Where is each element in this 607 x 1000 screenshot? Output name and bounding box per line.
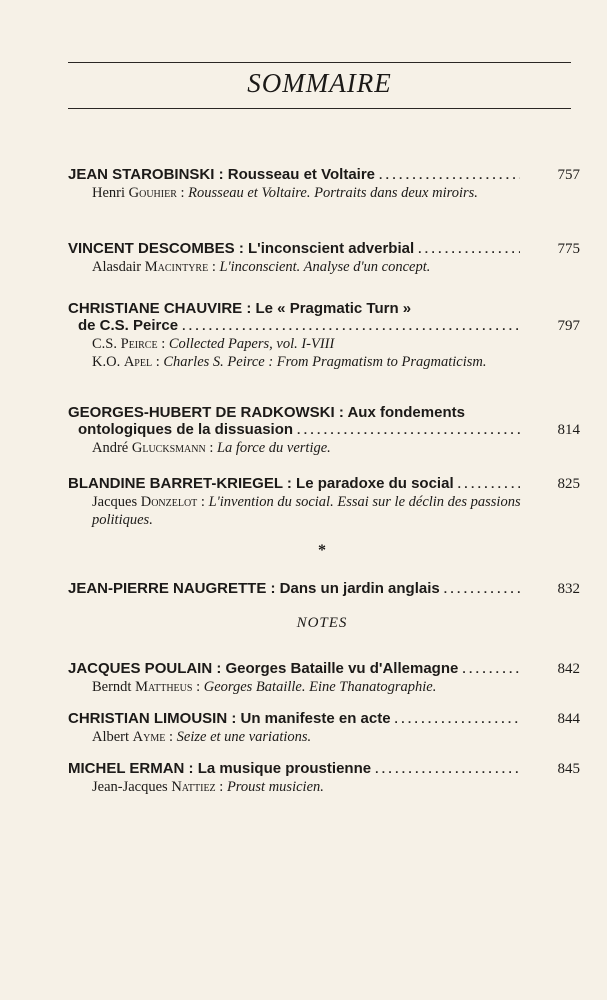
dot-leader [297,423,520,437]
reviewed-work [92,335,522,353]
reviewed-separator: : [192,679,204,695]
toc-entry [68,710,580,746]
reviewed-author-firstname: Albert [92,729,130,745]
entry-heading: JACQUES POULAIN : Georges Bataille vu d'Allemagne [68,660,459,677]
reviewed-separator: : [157,336,169,352]
entry-heading-row [68,317,580,335]
dot-leader [182,319,520,333]
reviewed-work [92,353,522,371]
page-number: 844 [557,711,580,727]
entry-heading-line1: GEORGES-HUBERT DE RADKOWSKI : Aux fondements [68,404,465,421]
page-number: 825 [557,476,580,492]
entry-heading-line2: ontologiques de la dissuasion [78,421,294,438]
toc-entry [68,300,580,371]
entry-heading: JEAN-PIERRE NAUGRETTE : Dans un jardin anglais [68,580,440,597]
reviewed-author-surname: Macintyre [144,259,209,275]
dot-leader [418,242,520,256]
reviewed-work [92,493,522,529]
reviewed-author-firstname: Jacques [92,494,138,510]
entry-heading-row [68,475,580,493]
reviewed-separator: : [215,779,227,795]
reviewed-author-firstname: C.S. [92,336,117,352]
reviewed-author-surname: Gouhier [128,185,177,201]
reviewed-work-title: Rousseau et Voltaire. Portraits dans deux miroirs. [188,185,478,201]
dot-leader [395,712,520,726]
reviewed-work [92,184,522,202]
reviewed-author-surname: Donzelot [140,494,198,510]
page-number: 842 [557,661,580,677]
dot-leader [458,477,520,491]
toc-entry [68,166,580,202]
reviewed-work-title: Georges Bataille. Eine Thanatographie. [203,679,437,695]
reviewed-author-firstname: Henri [92,185,126,201]
reviewed-work-title: Charles S. Peirce : From Pragmatism to Pragmaticism. [163,354,487,370]
reviewed-work [92,728,522,746]
dot-leader [462,662,520,676]
page-title: SOMMAIRE [247,68,392,98]
reviewed-author-firstname: Jean-Jacques [92,779,168,795]
reviewed-author-surname: Peirce [120,336,158,352]
entry-heading-row [68,760,580,778]
entry-heading: JEAN STAROBINSKI : Rousseau et Voltaire [68,166,376,183]
page-number: 845 [557,761,580,777]
entry-heading-line1: CHRISTIANE CHAUVIRE : Le « Pragmatic Turn » [68,300,412,317]
page-number: 775 [557,241,580,257]
reviewed-work [92,258,522,276]
toc-entry [68,580,580,598]
toc-entry [68,660,580,696]
entry-heading-row [68,240,580,258]
entry-heading: VINCENT DESCOMBES : L'inconscient adverbial [68,240,415,257]
reviewed-work-title: Proust musicien. [226,779,324,795]
top-rule [68,62,571,63]
reviewed-author-surname: Glucksmann [131,440,206,456]
reviewed-work-title: L'invention du social. Essai sur le déclin des passions politiques. [92,494,521,528]
page-number: 832 [557,581,580,597]
reviewed-author-surname: Nattiez [171,779,216,795]
entry-heading-row [68,166,580,184]
reviewed-author-firstname: Berndt [92,679,132,695]
reviewed-author-firstname: Alasdair [92,259,142,275]
reviewed-separator: : [152,354,164,370]
toc-entry [68,240,580,276]
entry-heading-row [68,580,580,598]
toc-entry [68,760,580,796]
reviewed-author-surname: Apel [123,354,153,370]
entry-heading-row [68,710,580,728]
page-number: 797 [557,318,580,334]
title-underline-rule [68,108,571,109]
reviewed-author-firstname: André [92,440,129,456]
reviewed-work [92,439,522,457]
reviewed-separator: : [208,259,220,275]
reviewed-work [92,678,522,696]
entry-heading: MICHEL ERMAN : La musique proustienne [68,760,372,777]
entry-heading-row [68,660,580,678]
dot-leader [375,762,520,776]
reviewed-work-title: L'inconscient. Analyse d'un concept. [219,259,431,275]
reviewed-work-title: Seize et une variations. [176,729,312,745]
page-number: 814 [557,422,580,438]
reviewed-author-surname: Mattheus [135,679,193,695]
section-separator-asterisk: * [318,542,326,559]
entry-heading-row [68,421,580,439]
reviewed-separator: : [176,185,189,201]
dot-leader [444,582,520,596]
toc-entry [68,404,580,457]
entry-heading: CHRISTIAN LIMOUSIN : Un manifeste en acte [68,710,391,727]
reviewed-author-firstname: K.O. [92,354,121,370]
reviewed-work-title: Collected Papers, vol. I-VIII [168,336,335,352]
reviewed-separator: : [165,729,177,745]
reviewed-work [92,778,522,796]
entry-heading: BLANDINE BARRET-KRIEGEL : Le paradoxe du social [68,475,454,492]
dot-leader [379,168,520,182]
entry-heading-line2: de C.S. Peirce [78,317,179,334]
toc-entry [68,475,580,529]
reviewed-author-surname: Ayme [132,729,166,745]
notes-section-label: NOTES [296,615,348,631]
page-number: 757 [557,167,580,183]
reviewed-work-title: La force du vertige. [216,440,331,456]
reviewed-separator: : [197,494,209,510]
reviewed-separator: : [205,440,217,456]
